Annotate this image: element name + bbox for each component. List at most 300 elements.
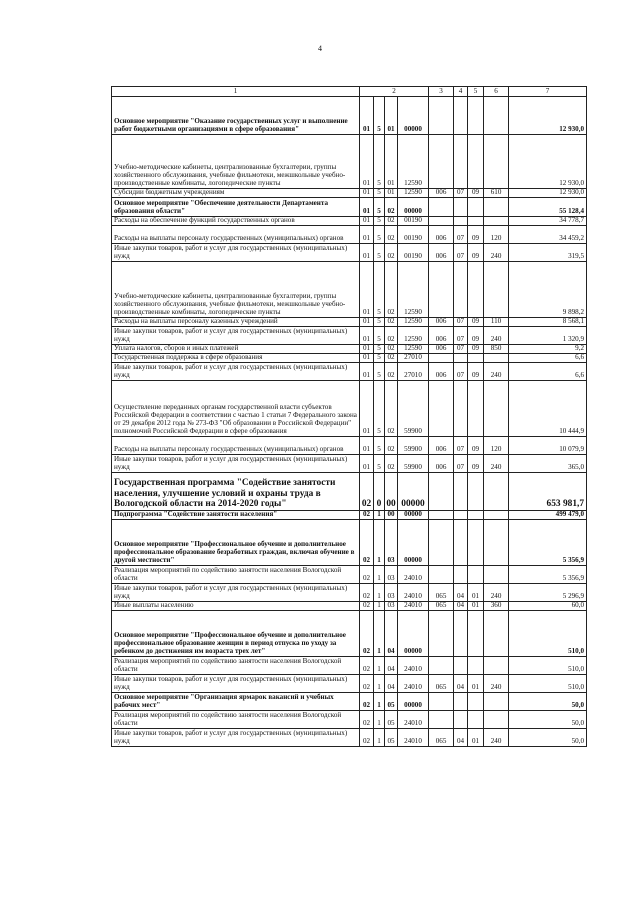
code-subprogram: 5 [374, 217, 385, 226]
table-row [112, 354, 587, 363]
code-expense-type: 240 [484, 455, 509, 473]
table-row [112, 611, 587, 657]
code-direction: 12590 [398, 135, 429, 189]
code-program: 01 [360, 198, 374, 217]
row-sum: 510,0 [509, 611, 587, 657]
code-section: 07 [454, 244, 468, 262]
row-sum: 510,0 [509, 675, 587, 693]
code-grbs: 006 [429, 363, 454, 381]
code-subprogram: 5 [374, 318, 385, 327]
row-name: Иные закупки товаров, работ и услуг для государственных (муниципальных) нужд [112, 729, 360, 747]
code-event: 02 [385, 437, 398, 455]
code-expense-type [484, 511, 509, 520]
code-event: 02 [385, 262, 398, 318]
code-event: 02 [385, 226, 398, 244]
table-row [112, 566, 587, 584]
code-subprogram: 5 [374, 97, 385, 135]
code-expense-type: 850 [484, 345, 509, 354]
code-subprogram: 1 [374, 711, 385, 729]
code-grbs [429, 511, 454, 520]
code-section: 07 [454, 189, 468, 198]
code-direction: 59900 [398, 455, 429, 473]
code-expense-type: 240 [484, 729, 509, 747]
code-subprogram: 1 [374, 693, 385, 711]
code-subsection [468, 566, 484, 584]
code-section [454, 135, 468, 189]
code-program: 02 [360, 566, 374, 584]
code-subsection: 01 [468, 675, 484, 693]
row-name: Основное мероприятие "Организация ярмарок вакансий и учебных рабочих мест" [112, 693, 360, 711]
row-name: Основное мероприятие "Оказание государственных услуг и выполнение работ бюджетными организациями в сфере образования" [112, 97, 360, 135]
table-row [112, 244, 587, 262]
code-grbs: 006 [429, 455, 454, 473]
row-name: Иные закупки товаров, работ и услуг для государственных (муниципальных) нужд [112, 455, 360, 473]
table-row [112, 318, 587, 327]
table-row [112, 189, 587, 198]
code-subsection: 09 [468, 345, 484, 354]
code-direction: 00000 [398, 520, 429, 566]
code-section [454, 381, 468, 437]
code-section: 07 [454, 455, 468, 473]
row-sum: 50,0 [509, 711, 587, 729]
code-subsection: 09 [468, 363, 484, 381]
code-event: 02 [385, 327, 398, 345]
code-event: 02 [385, 217, 398, 226]
code-subprogram: 1 [374, 657, 385, 675]
code-section [454, 473, 468, 511]
code-subsection: 09 [468, 318, 484, 327]
code-grbs [429, 135, 454, 189]
code-direction: 00190 [398, 217, 429, 226]
code-expense-type [484, 217, 509, 226]
row-name: Иные закупки товаров, работ и услуг для государственных (муниципальных) нужд [112, 584, 360, 602]
code-program: 01 [360, 189, 374, 198]
code-direction: 00000 [398, 198, 429, 217]
row-name: Реализация мероприятий по содействию занятости населения Вологодской области [112, 566, 360, 584]
code-section: 07 [454, 437, 468, 455]
row-sum: 6,6 [509, 354, 587, 363]
table-row [112, 711, 587, 729]
code-direction: 24010 [398, 584, 429, 602]
code-expense-type: 360 [484, 602, 509, 611]
code-event: 00 [385, 473, 398, 511]
code-expense-type [484, 198, 509, 217]
code-subprogram: 5 [374, 262, 385, 318]
row-sum: 10 444,9 [509, 381, 587, 437]
code-expense-type: 240 [484, 363, 509, 381]
code-grbs [429, 217, 454, 226]
code-event: 02 [385, 198, 398, 217]
code-subprogram: 5 [374, 345, 385, 354]
code-expense-type: 240 [484, 584, 509, 602]
table-row [112, 693, 587, 711]
row-sum: 5 356,9 [509, 520, 587, 566]
code-grbs [429, 262, 454, 318]
table-row [112, 584, 587, 602]
code-grbs [429, 566, 454, 584]
row-sum: 10 079,9 [509, 437, 587, 455]
code-section [454, 520, 468, 566]
row-sum: 9,2 [509, 345, 587, 354]
row-name: Субсидии бюджетным учреждениям [112, 189, 360, 198]
table-row [112, 455, 587, 473]
code-grbs [429, 198, 454, 217]
code-subprogram: 5 [374, 198, 385, 217]
budget-table [111, 86, 587, 747]
code-direction: 24010 [398, 711, 429, 729]
code-program: 02 [360, 602, 374, 611]
code-expense-type [484, 657, 509, 675]
code-subsection [468, 217, 484, 226]
code-subsection [468, 97, 484, 135]
code-direction: 00190 [398, 244, 429, 262]
code-expense-type [484, 381, 509, 437]
code-subprogram: 1 [374, 611, 385, 657]
code-subprogram: 5 [374, 381, 385, 437]
code-expense-type [484, 354, 509, 363]
code-grbs: 006 [429, 189, 454, 198]
code-subsection [468, 657, 484, 675]
code-program: 01 [360, 327, 374, 345]
code-direction: 00000 [398, 511, 429, 520]
code-section: 04 [454, 675, 468, 693]
code-event: 05 [385, 729, 398, 747]
code-grbs: 006 [429, 318, 454, 327]
table-row [112, 217, 587, 226]
code-section [454, 262, 468, 318]
code-program: 02 [360, 511, 374, 520]
code-grbs: 065 [429, 675, 454, 693]
code-subsection: 09 [468, 189, 484, 198]
table-row [112, 135, 587, 189]
code-section [454, 97, 468, 135]
row-sum: 365,0 [509, 455, 587, 473]
code-expense-type [484, 711, 509, 729]
code-direction: 24010 [398, 675, 429, 693]
code-event: 04 [385, 675, 398, 693]
code-subprogram: 5 [374, 363, 385, 381]
code-direction: 59900 [398, 437, 429, 455]
code-event: 04 [385, 657, 398, 675]
code-event: 01 [385, 189, 398, 198]
code-event: 02 [385, 455, 398, 473]
code-program: 01 [360, 244, 374, 262]
code-section [454, 198, 468, 217]
code-expense-type [484, 520, 509, 566]
code-program: 01 [360, 363, 374, 381]
code-expense-type: 240 [484, 327, 509, 345]
code-expense-type [484, 611, 509, 657]
code-direction: 24010 [398, 657, 429, 675]
code-program: 01 [360, 217, 374, 226]
code-program: 02 [360, 473, 374, 511]
code-event: 01 [385, 97, 398, 135]
code-direction: 00190 [398, 226, 429, 244]
table-row [112, 520, 587, 566]
code-subsection [468, 262, 484, 318]
row-name: Учебно-методические кабинеты, централизованные бухгалтерии, группы хозяйственного обслуживания, учебные фильмотеки, межшкольные учебно-производственные комбинаты, логопедические пункты [112, 135, 360, 189]
code-program: 02 [360, 729, 374, 747]
code-subsection: 01 [468, 584, 484, 602]
code-section: 04 [454, 729, 468, 747]
code-subprogram: 1 [374, 584, 385, 602]
code-subprogram: 1 [374, 511, 385, 520]
code-subsection [468, 135, 484, 189]
code-direction: 00000 [398, 97, 429, 135]
code-direction: 00000 [398, 693, 429, 711]
code-expense-type [484, 135, 509, 189]
code-expense-type [484, 97, 509, 135]
row-sum: 9 898,2 [509, 262, 587, 318]
code-grbs [429, 354, 454, 363]
row-name: Основное мероприятие "Профессиональное обучение и дополнительное профессиональное образование безработных граждан, включая обучение в другой местности" [112, 520, 360, 566]
code-grbs [429, 711, 454, 729]
row-sum: 5 356,9 [509, 566, 587, 584]
row-name: Реализация мероприятий по содействию занятости населения Вологодской области [112, 711, 360, 729]
code-event: 05 [385, 693, 398, 711]
code-direction: 12590 [398, 189, 429, 198]
row-sum: 12 930,0 [509, 97, 587, 135]
code-subsection [468, 354, 484, 363]
code-subprogram: 5 [374, 226, 385, 244]
table-row [112, 437, 587, 455]
code-grbs: 006 [429, 437, 454, 455]
code-grbs: 006 [429, 345, 454, 354]
table-row [112, 381, 587, 437]
header-row [112, 87, 587, 97]
code-subprogram: 1 [374, 675, 385, 693]
code-expense-type: 240 [484, 675, 509, 693]
table-row [112, 327, 587, 345]
row-sum: 6,6 [509, 363, 587, 381]
table-row [112, 602, 587, 611]
code-subsection [468, 511, 484, 520]
code-expense-type [484, 693, 509, 711]
code-direction: 24010 [398, 729, 429, 747]
code-expense-type: 120 [484, 437, 509, 455]
code-event: 02 [385, 345, 398, 354]
code-grbs [429, 381, 454, 437]
code-program: 01 [360, 318, 374, 327]
code-grbs [429, 97, 454, 135]
code-subprogram: 5 [374, 455, 385, 473]
code-expense-type: 610 [484, 189, 509, 198]
code-direction: 24010 [398, 602, 429, 611]
code-subprogram: 5 [374, 244, 385, 262]
row-sum: 34 459,2 [509, 226, 587, 244]
code-subprogram: 5 [374, 327, 385, 345]
code-program: 01 [360, 262, 374, 318]
code-grbs [429, 520, 454, 566]
code-section [454, 711, 468, 729]
row-sum: 5 296,9 [509, 584, 587, 602]
code-expense-type: 240 [484, 244, 509, 262]
code-section: 04 [454, 602, 468, 611]
code-subsection [468, 693, 484, 711]
code-subsection: 09 [468, 455, 484, 473]
row-name: Осуществление переданных органам государственной власти субъектов Российской Федерации в соответствии с частью 1 статьи 7 Федерального закона от 29 декабря 2012 года № 273-ФЗ "Об образовании в Российской Федерации" полномочий Российской Федерации в сфере образования [112, 381, 360, 437]
row-sum: 319,5 [509, 244, 587, 262]
code-expense-type [484, 566, 509, 584]
code-grbs: 065 [429, 602, 454, 611]
code-expense-type: 110 [484, 318, 509, 327]
code-section [454, 611, 468, 657]
row-sum: 50,0 [509, 729, 587, 747]
row-name: Государственная поддержка в сфере образования [112, 354, 360, 363]
code-section [454, 693, 468, 711]
code-section: 07 [454, 363, 468, 381]
code-event: 02 [385, 354, 398, 363]
code-subsection: 01 [468, 729, 484, 747]
code-subprogram: 1 [374, 520, 385, 566]
code-section [454, 566, 468, 584]
code-direction: 12590 [398, 327, 429, 345]
code-event: 03 [385, 584, 398, 602]
row-name: Основное мероприятие "Обеспечение деятельности Департамента образования области" [112, 198, 360, 217]
code-subsection [468, 711, 484, 729]
code-section: 04 [454, 584, 468, 602]
row-sum: 653 981,7 [509, 473, 587, 511]
code-direction: 27010 [398, 363, 429, 381]
row-sum: 510,0 [509, 657, 587, 675]
row-name: Подпрограмма "Содействие занятости населения" [112, 511, 360, 520]
table-row [112, 262, 587, 318]
code-event: 03 [385, 566, 398, 584]
table-row [112, 97, 587, 135]
row-sum: 12 930,0 [509, 189, 587, 198]
code-subsection [468, 520, 484, 566]
row-name: Реализация мероприятий по содействию занятости населения Вологодской области [112, 657, 360, 675]
code-subprogram: 1 [374, 729, 385, 747]
row-sum: 12 930,0 [509, 135, 587, 189]
code-subsection: 09 [468, 244, 484, 262]
table-row [112, 729, 587, 747]
code-program: 01 [360, 97, 374, 135]
code-subprogram: 5 [374, 135, 385, 189]
code-direction: 59900 [398, 381, 429, 437]
code-grbs [429, 693, 454, 711]
header-cell: 2 [360, 87, 429, 97]
code-subprogram: 5 [374, 437, 385, 455]
code-subprogram: 1 [374, 566, 385, 584]
code-event: 03 [385, 602, 398, 611]
code-grbs: 065 [429, 729, 454, 747]
row-name: Иные закупки товаров, работ и услуг для государственных (муниципальных) нужд [112, 363, 360, 381]
code-direction: 12590 [398, 318, 429, 327]
code-section: 07 [454, 327, 468, 345]
code-direction: 00000 [398, 611, 429, 657]
code-program: 02 [360, 611, 374, 657]
code-grbs: 065 [429, 584, 454, 602]
code-subprogram: 5 [374, 354, 385, 363]
code-section: 07 [454, 318, 468, 327]
code-event: 02 [385, 318, 398, 327]
code-program: 02 [360, 520, 374, 566]
code-grbs [429, 473, 454, 511]
code-subsection [468, 381, 484, 437]
code-program: 01 [360, 226, 374, 244]
table-row [112, 345, 587, 354]
table-row [112, 657, 587, 675]
code-section [454, 511, 468, 520]
row-name: Иные закупки товаров, работ и услуг для государственных (муниципальных) нужд [112, 244, 360, 262]
row-name: Расходы на выплаты персоналу государственных (муниципальных) органов [112, 226, 360, 244]
code-direction: 12590 [398, 345, 429, 354]
table-row [112, 473, 587, 511]
row-sum: 55 128,4 [509, 198, 587, 217]
code-event: 02 [385, 381, 398, 437]
row-sum: 60,0 [509, 602, 587, 611]
code-subprogram: 0 [374, 473, 385, 511]
header-cell: 4 [454, 87, 468, 97]
table-row [112, 511, 587, 520]
row-sum: 50,0 [509, 693, 587, 711]
code-direction: 24010 [398, 566, 429, 584]
header-cell: 3 [429, 87, 454, 97]
code-direction: 00000 [398, 473, 429, 511]
code-subsection: 01 [468, 602, 484, 611]
code-event: 05 [385, 711, 398, 729]
header-cell: 5 [468, 87, 484, 97]
row-name: Иные закупки товаров, работ и услуг для государственных (муниципальных) нужд [112, 327, 360, 345]
code-expense-type [484, 262, 509, 318]
code-section [454, 657, 468, 675]
table-row [112, 363, 587, 381]
code-expense-type: 120 [484, 226, 509, 244]
row-name: Основное мероприятие "Профессиональное обучение и дополнительное профессиональное образование женщин в период отпуска по уходу за ребенком до достижения им возраста трех лет" [112, 611, 360, 657]
code-subprogram: 5 [374, 189, 385, 198]
row-name: Уплата налогов, сборов и иных платежей [112, 345, 360, 354]
code-subsection [468, 473, 484, 511]
code-program: 02 [360, 657, 374, 675]
row-name: Иные выплаты населению [112, 602, 360, 611]
code-event: 00 [385, 511, 398, 520]
row-sum: 8 568,1 [509, 318, 587, 327]
row-name: Расходы на обеспечение функций государственных органов [112, 217, 360, 226]
code-event: 02 [385, 244, 398, 262]
code-event: 04 [385, 611, 398, 657]
header-cell: 7 [509, 87, 587, 97]
code-program: 01 [360, 135, 374, 189]
code-section [454, 354, 468, 363]
code-program: 01 [360, 354, 374, 363]
page-number: 4 [318, 44, 322, 53]
code-direction: 12590 [398, 262, 429, 318]
header-cell: 6 [484, 87, 509, 97]
row-name: Иные закупки товаров, работ и услуг для государственных (муниципальных) нужд [112, 675, 360, 693]
row-sum: 499 479,0 [509, 511, 587, 520]
row-name: Расходы на выплаты персоналу государственных (муниципальных) органов [112, 437, 360, 455]
code-program: 02 [360, 693, 374, 711]
code-grbs: 006 [429, 226, 454, 244]
code-program: 01 [360, 455, 374, 473]
table-row [112, 198, 587, 217]
row-name: Государственная программа "Содействие занятости населения, улучшение условий и охраны труда в Вологодской области на 2014-2020 годы" [112, 473, 360, 511]
code-section [454, 217, 468, 226]
code-section: 07 [454, 345, 468, 354]
code-subsection: 09 [468, 327, 484, 345]
code-expense-type [484, 473, 509, 511]
header-cell: 1 [112, 87, 360, 97]
row-name: Расходы на выплаты персоналу казенных учреждений [112, 318, 360, 327]
code-subsection: 09 [468, 437, 484, 455]
code-direction: 27010 [398, 354, 429, 363]
code-program: 01 [360, 381, 374, 437]
code-event: 02 [385, 363, 398, 381]
code-grbs [429, 611, 454, 657]
code-program: 01 [360, 437, 374, 455]
code-subprogram: 1 [374, 602, 385, 611]
